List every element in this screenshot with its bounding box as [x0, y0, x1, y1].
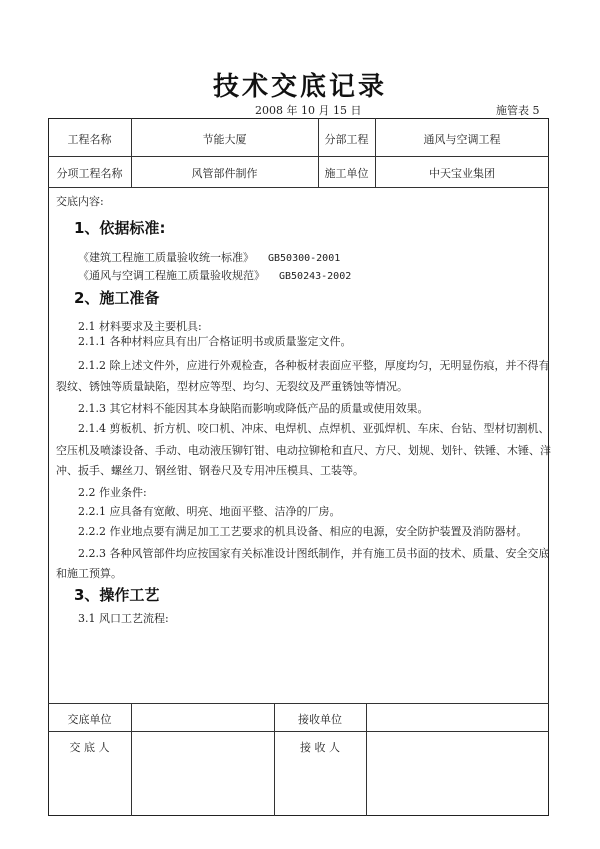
standard-line — [78, 267, 351, 283]
content-label: 交底内容: — [56, 195, 104, 208]
paragraph-line: 空压机及喷漆设备、手动、电动液压铆钉钳、电动拉铆枪和直尺、方尺、划规、划针、铁锤、木锤、洋 — [56, 444, 551, 457]
briefer-label: 交 底 人 — [69, 741, 110, 754]
paragraph-line: 2.1.4 剪板机、折方机、咬口机、冲床、电焊机、点焊机、亚弧焊机、车床、台钻、型材切割机、 — [78, 422, 550, 435]
divider — [131, 703, 132, 816]
paragraph-line: 2.2.3 各种风管部件均应按国家有关标准设计图纸制作，并有施工员书面的技术、质量、安全交底 — [78, 547, 550, 560]
divider — [48, 156, 549, 157]
paragraph-line: 3.1 风口工艺流程: — [78, 612, 169, 625]
division-value: 通风与空调工程 — [423, 133, 501, 146]
project-name-value: 节能大厦 — [202, 133, 247, 146]
contractor-value: 中天宝业集团 — [429, 167, 495, 180]
standard-name: 《通风与空调工程施工质量验收规范》 — [78, 269, 265, 282]
paragraph-line: 2.2.1 应具备有宽敞、明亮、地面平整、洁净的厂房。 — [78, 505, 341, 518]
document-title: 技术交底记录 — [212, 72, 387, 102]
receiver-label: 接 收 人 — [300, 741, 340, 754]
subproject-name-value: 风管部件制作 — [191, 167, 258, 180]
project-name-label: 工程名称 — [67, 133, 112, 146]
subproject-name-label: 分项工程名称 — [56, 167, 123, 180]
divider — [48, 731, 549, 732]
paragraph-line: 2.2.2 作业地点要有满足加工工艺要求的机具设备、相应的电源，安全防护装置及消防器材。 — [78, 525, 528, 538]
paragraph-line: 2.1.2 除上述文件外，应进行外观检查，各种板材表面应平整，厚度均匀，无明显伤痕，并不得有 — [78, 359, 550, 372]
document-date: 2008 年 10 月 15 日 — [255, 104, 362, 117]
section-heading: 1、依据标准: — [74, 219, 166, 237]
paragraph-line: 2.1.3 其它材料不能因其本身缺陷而影响或降低产品的质量或使用效果。 — [78, 402, 429, 415]
divider — [48, 187, 549, 188]
paragraph-line: 2.1 材料要求及主要机具: — [78, 320, 202, 333]
paragraph-line: 裂纹、锈蚀等质量缺陷，型材应等型、均匀、无裂纹及严重锈蚀等情况。 — [56, 380, 408, 393]
paragraph-line: 和施工预算。 — [56, 567, 122, 580]
contractor-label: 施工单位 — [324, 167, 369, 180]
standard-name: 《建筑工程施工质量验收统一标准》 — [78, 251, 254, 264]
section-heading: 3、操作工艺 — [74, 586, 160, 604]
standard-code: GB50300-2001 — [268, 253, 341, 264]
section-heading: 2、施工准备 — [74, 289, 160, 307]
briefing-unit-label: 交底单位 — [67, 713, 112, 726]
division-label: 分部工程 — [324, 133, 369, 146]
receiving-unit-label: 接收单位 — [298, 713, 342, 726]
paragraph-line: 2.1.1 各种材料应具有出厂合格证明书或质量鉴定文件。 — [78, 335, 352, 348]
paragraph-line: 2.2 作业条件: — [78, 486, 147, 499]
form-code: 施管表 5 — [496, 104, 540, 117]
standard-line — [78, 249, 340, 265]
standard-code: GB50243-2002 — [279, 271, 352, 282]
paragraph-line: 冲、扳手、螺丝刀、钢丝钳、钢卷尺及专用冲压模具、工装等。 — [56, 464, 364, 477]
divider — [366, 703, 367, 816]
divider — [48, 703, 549, 704]
